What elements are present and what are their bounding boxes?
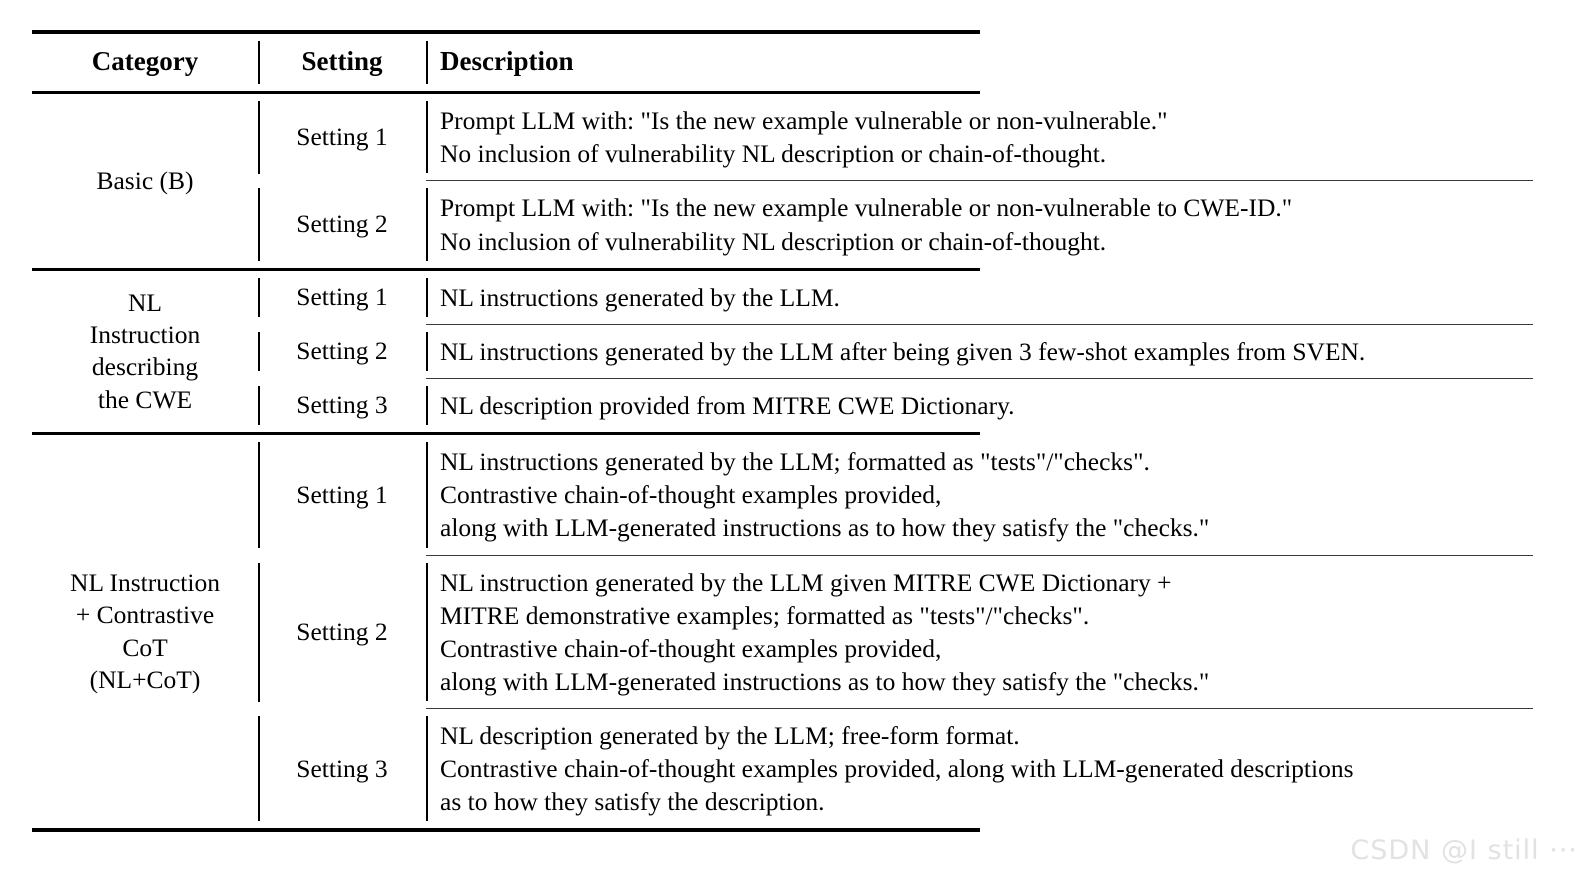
category-cell-nl-instruction (32, 271, 258, 434)
description-line: Contrastive chain-of-thought examples provided, (440, 480, 942, 510)
description-cell (426, 435, 1210, 555)
category-line: Instruction (89, 319, 201, 349)
category-cell-basic (32, 94, 258, 269)
settings-table (32, 30, 1533, 832)
description-line: NL description provided from MITRE CWE Dictionary. (440, 390, 1015, 420)
header-description: Description (426, 34, 980, 93)
setting-cell: Setting 2 (258, 556, 426, 709)
description-line: NL instructions generated by the LLM. (440, 282, 840, 312)
description-cell (426, 94, 1168, 181)
table-row (32, 94, 1533, 181)
description-line: MITRE demonstrative examples; formatted as "tests"/"checks". (440, 600, 1090, 630)
description-cell (426, 325, 1366, 379)
description-line: Prompt LLM with: "Is the new example vulnerable or non-vulnerable to CWE-ID." (440, 193, 1293, 223)
description-line: as to how they satisfy the description. (440, 787, 825, 817)
description-line: NL instruction generated by the LLM given MITRE CWE Dictionary + (440, 567, 1172, 597)
table-row (32, 271, 1533, 325)
setting-cell: Setting 2 (258, 325, 426, 379)
category-cell-nl-cot (32, 435, 258, 830)
description-cell (426, 556, 1210, 709)
rule-bottom (32, 830, 1533, 832)
table-row (32, 181, 1533, 269)
description-cell (426, 709, 1354, 830)
category-line: NL Instruction (70, 568, 220, 598)
table-header-row (32, 34, 1533, 93)
category-line: Basic (B) (96, 165, 194, 195)
description-line: No inclusion of vulnerability NL description or chain-of-thought. (440, 139, 1107, 169)
setting-cell: Setting 3 (258, 709, 426, 830)
watermark: CSDN @I still ··· (1350, 835, 1578, 866)
category-line: the CWE (97, 384, 193, 414)
table-row (32, 379, 1533, 434)
table-row (32, 556, 1533, 709)
description-line: NL description generated by the LLM; free-form format. (440, 721, 1020, 751)
setting-cell: Setting 1 (258, 271, 426, 325)
table-row (32, 709, 1533, 830)
setting-cell: Setting 1 (258, 94, 426, 181)
setting-cell: Setting 2 (258, 181, 426, 269)
table-row (32, 325, 1533, 379)
header-setting: Setting (258, 34, 426, 93)
description-cell (426, 181, 1293, 269)
category-line: + Contrastive (75, 600, 215, 630)
table-row (32, 435, 1533, 555)
description-line: Contrastive chain-of-thought examples provided, (440, 633, 942, 663)
description-line: NL instructions generated by the LLM; formatted as "tests"/"checks". (440, 447, 1150, 477)
description-line: NL instructions generated by the LLM after being given 3 few-shot examples from SVEN. (440, 336, 1366, 366)
category-line: (NL+CoT) (89, 665, 201, 695)
description-line: along with LLM-generated instructions as to how they satisfy the "checks." (440, 513, 1210, 543)
setting-cell: Setting 1 (258, 435, 426, 555)
category-line: NL (128, 287, 162, 317)
category-line: describing (91, 352, 199, 382)
description-line: No inclusion of vulnerability NL description or chain-of-thought. (440, 226, 1107, 256)
description-cell (426, 379, 1015, 434)
table-container (32, 30, 1533, 832)
setting-cell: Setting 3 (258, 379, 426, 434)
description-line: Prompt LLM with: "Is the new example vulnerable or non-vulnerable." (440, 106, 1168, 136)
description-line: along with LLM-generated instructions as to how they satisfy the "checks." (440, 666, 1210, 696)
category-line: CoT (122, 632, 168, 662)
description-cell (426, 271, 980, 325)
header-category: Category (91, 46, 199, 77)
description-line: Contrastive chain-of-thought examples provided, along with LLM-generated descriptions (440, 754, 1354, 784)
